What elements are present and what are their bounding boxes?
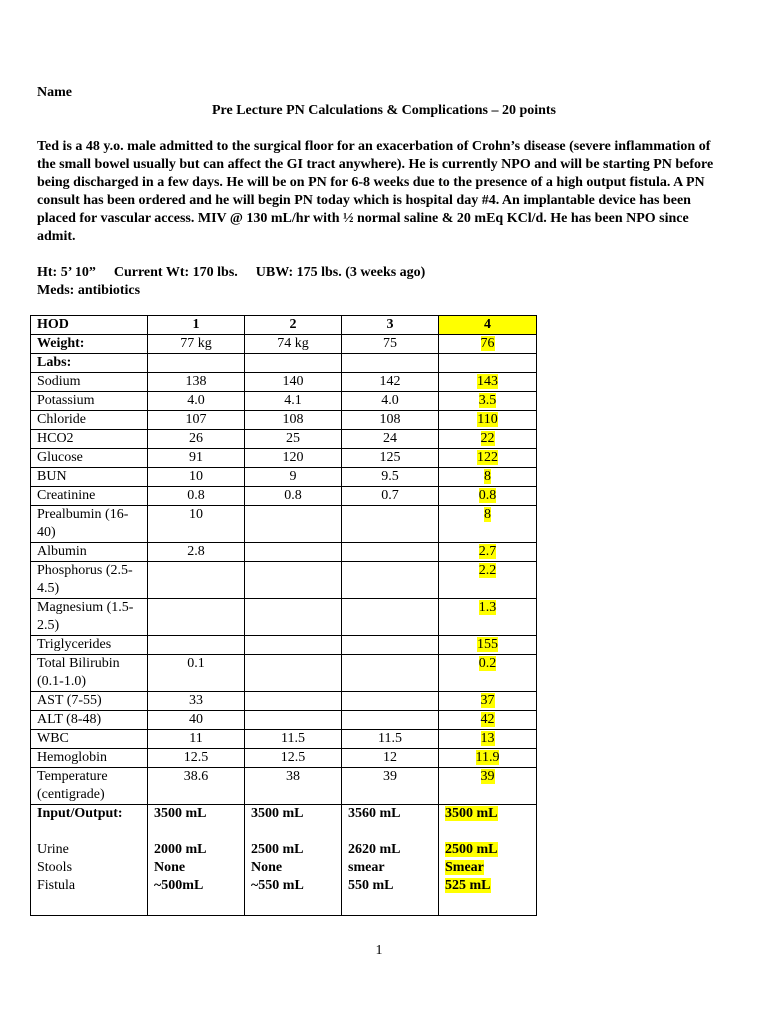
io-urine-value: 2620 mL (348, 842, 401, 857)
io-line (251, 859, 335, 877)
table-cell (342, 543, 439, 562)
io-urine-value: 2000 mL (154, 842, 207, 857)
lab-table-body (31, 316, 537, 916)
table-cell (439, 449, 537, 468)
cell-value: 0.1 (187, 656, 205, 671)
table-row (31, 468, 537, 487)
cell-value: 75 (383, 336, 397, 351)
cell-value: 108 (379, 412, 401, 427)
cell-value: 74 kg (277, 336, 309, 351)
column-header-hod: HOD (31, 316, 148, 335)
io-input-value: 3500 mL (154, 806, 207, 821)
table-cell (245, 711, 342, 730)
io-label: Urine (37, 842, 69, 857)
row-label: Magnesium (1.5-2.5) (31, 599, 148, 636)
table-cell (342, 392, 439, 411)
cell-value: 38 (286, 769, 300, 784)
table-cell (342, 468, 439, 487)
cell-value: 13 (480, 731, 495, 746)
table-cell (148, 487, 245, 506)
cell-value: 8 (484, 469, 491, 484)
table-cell (342, 487, 439, 506)
cell-value: 120 (282, 450, 304, 465)
table-cell (439, 562, 537, 599)
table-cell (148, 599, 245, 636)
table-row (31, 692, 537, 711)
cell-value: 0.7 (381, 488, 399, 503)
table-cell (245, 636, 342, 655)
cell-value: 2.7 (478, 544, 497, 559)
table-row (31, 768, 537, 805)
table-cell (245, 562, 342, 599)
table-cell (439, 430, 537, 449)
cell-value: 9.5 (381, 469, 399, 484)
table-row (31, 636, 537, 655)
case-description: Ted is a 48 y.o. male admitted to the surgical floor for an exacerbation of Crohn’s disease (severe inflammation of the small bowel usually but can affect the GI tract anywhere). He is currently NPO and will be starting PN before being discharged in a few days. He will be on PN for 6-8 weeks due to the presence of a high output fistula. A PN consult has been ordered and he will begin PN today which is hospital day #4. An implantable device has been placed for vascular access. MIV @ 130 mL/hr with ½ normal saline & 20 mEq KCl/d. He has been NPO since admit. (37, 139, 714, 244)
table-cell (342, 692, 439, 711)
table-cell (342, 636, 439, 655)
cell-value: 138 (185, 374, 207, 389)
io-line (154, 805, 238, 823)
cell-value: 110 (477, 412, 498, 427)
io-stools-value: None (154, 860, 186, 875)
patient-measurements (37, 264, 425, 282)
table-cell (342, 449, 439, 468)
cell-value: 26 (189, 431, 203, 446)
table-row (31, 373, 537, 392)
table-cell (439, 335, 537, 354)
table-cell (245, 392, 342, 411)
row-label: Triglycerides (31, 636, 148, 655)
io-fistula-value: ~500mL (154, 878, 204, 893)
table-row (31, 449, 537, 468)
cell-value: 4.1 (284, 393, 302, 408)
cell-value: 3.5 (478, 393, 497, 408)
cell-value: 2.2 (478, 563, 497, 578)
cell-value: 39 (480, 769, 495, 784)
io-label: Stools (37, 860, 73, 875)
row-label: BUN (31, 468, 148, 487)
io-stools-value: smear (348, 860, 385, 875)
io-label: Input/Output: (37, 806, 123, 821)
cell-value: 122 (477, 450, 498, 465)
table-cell (439, 655, 537, 692)
table-cell (439, 636, 537, 655)
io-line (348, 859, 432, 877)
io-line (348, 805, 432, 823)
cell-value: 37 (480, 693, 495, 708)
cell-value: 140 (282, 374, 304, 389)
io-line (154, 877, 238, 895)
io-line (154, 841, 238, 859)
table-cell (439, 768, 537, 805)
cell-value: 33 (189, 693, 203, 708)
table-cell (439, 543, 537, 562)
table-cell (148, 692, 245, 711)
cell-value: 11 (189, 731, 203, 746)
table-cell (245, 655, 342, 692)
table-cell (342, 730, 439, 749)
table-cell (148, 543, 245, 562)
table-cell (439, 411, 537, 430)
table-cell (342, 768, 439, 805)
row-label: Albumin (31, 543, 148, 562)
io-line (445, 877, 530, 895)
table-cell (245, 449, 342, 468)
io-spacer (348, 823, 432, 841)
io-label: Fistula (37, 878, 76, 893)
cell-value: 10 (189, 507, 203, 522)
table-cell (148, 711, 245, 730)
table-cell (439, 692, 537, 711)
table-header-row (31, 316, 537, 335)
io-line (348, 877, 432, 895)
cell-value: 1.3 (478, 600, 497, 615)
table-cell (148, 636, 245, 655)
table-cell (148, 749, 245, 768)
table-cell (245, 468, 342, 487)
table-cell (245, 373, 342, 392)
current-weight: Current Wt: 170 lbs. (113, 265, 238, 280)
io-spacer (251, 823, 335, 841)
table-cell (439, 373, 537, 392)
cell-value: 76 (480, 336, 495, 351)
io-labels (31, 805, 148, 916)
io-day-cell (148, 805, 245, 916)
io-urine-value: 2500 mL (251, 842, 304, 857)
cell-value: 0.8 (187, 488, 205, 503)
page-title: Pre Lecture PN Calculations & Complications – 20 points (211, 103, 557, 118)
name-label: Name (37, 85, 72, 100)
io-spacer (154, 823, 238, 841)
table-cell (245, 692, 342, 711)
table-cell (342, 599, 439, 636)
table-cell (148, 354, 245, 373)
row-label: Glucose (31, 449, 148, 468)
table-row (31, 655, 537, 692)
io-urine-value: 2500 mL (445, 842, 498, 857)
cell-value: 25 (286, 431, 300, 446)
cell-value: 12.5 (183, 750, 209, 765)
cell-value: 91 (189, 450, 203, 465)
row-label: Potassium (31, 392, 148, 411)
table-row (31, 354, 537, 373)
row-label: Phosphorus (2.5-4.5) (31, 562, 148, 599)
cell-value: 12 (383, 750, 397, 765)
cell-value: 10 (189, 469, 203, 484)
table-cell (245, 335, 342, 354)
row-label: Creatinine (31, 487, 148, 506)
height: Ht: 5’ 10” (37, 265, 96, 280)
cell-value: 8 (484, 507, 491, 522)
cell-value: 77 kg (180, 336, 212, 351)
cell-value: 107 (185, 412, 207, 427)
table-cell (342, 655, 439, 692)
cell-value: 11.9 (475, 750, 500, 765)
table-cell (342, 354, 439, 373)
table-cell (342, 430, 439, 449)
cell-value: 125 (379, 450, 401, 465)
table-cell (439, 354, 537, 373)
usual-body-weight: UBW: 175 lbs. (3 weeks ago) (255, 265, 426, 280)
io-line (251, 841, 335, 859)
page-number: 1 (375, 943, 383, 958)
table-cell (342, 711, 439, 730)
io-input-value: 3500 mL (445, 806, 498, 821)
io-input-value: 3500 mL (251, 806, 304, 821)
cell-value: 0.8 (284, 488, 302, 503)
io-line (154, 859, 238, 877)
column-header-day-3: 3 (342, 316, 439, 335)
table-cell (245, 599, 342, 636)
table-row (31, 411, 537, 430)
table-row (31, 749, 537, 768)
row-label: WBC (31, 730, 148, 749)
table-cell (245, 411, 342, 430)
io-stools-value: Smear (445, 860, 484, 875)
cell-value: 11.5 (281, 731, 305, 746)
cell-value: 4.0 (187, 393, 205, 408)
io-line (445, 859, 530, 877)
io-spacer (445, 823, 530, 841)
medications: Meds: antibiotics (37, 283, 141, 298)
table-cell (245, 749, 342, 768)
io-day-cell (245, 805, 342, 916)
table-cell (148, 655, 245, 692)
table-row (31, 392, 537, 411)
io-fistula-value: 550 mL (348, 878, 394, 893)
table-cell (148, 373, 245, 392)
table-row (31, 506, 537, 543)
table-cell (148, 430, 245, 449)
table-row (31, 335, 537, 354)
row-label: Total Bilirubin (0.1-1.0) (31, 655, 148, 692)
row-label: AST (7-55) (31, 692, 148, 711)
table-cell (439, 711, 537, 730)
table-cell (148, 392, 245, 411)
cell-value: 0.8 (478, 488, 497, 503)
table-cell (342, 506, 439, 543)
io-stools-value: None (251, 860, 283, 875)
column-header-day-2: 2 (245, 316, 342, 335)
row-label: HCO2 (31, 430, 148, 449)
table-row (31, 730, 537, 749)
table-cell (342, 411, 439, 430)
row-label: Prealbumin (16-40) (31, 506, 148, 543)
table-cell (148, 730, 245, 749)
cell-value: 12.5 (280, 750, 306, 765)
cell-value: 38.6 (183, 769, 209, 784)
cell-value: 155 (477, 637, 498, 652)
cell-value: 143 (477, 374, 498, 389)
io-line (445, 841, 530, 859)
io-day-cell (342, 805, 439, 916)
table-cell (245, 506, 342, 543)
io-fistula-value: 525 mL (445, 878, 491, 893)
table-cell (439, 487, 537, 506)
table-cell (245, 543, 342, 562)
table-cell (148, 411, 245, 430)
row-label: Labs: (31, 354, 148, 373)
column-header-day-1: 1 (148, 316, 245, 335)
row-label: Temperature (centigrade) (31, 768, 148, 805)
lab-table (30, 315, 537, 916)
row-label: ALT (8-48) (31, 711, 148, 730)
table-cell (245, 430, 342, 449)
row-label: Weight: (31, 335, 148, 354)
table-cell (439, 599, 537, 636)
table-row (31, 487, 537, 506)
io-day-cell (439, 805, 537, 916)
table-cell (342, 749, 439, 768)
cell-value: 2.8 (187, 544, 205, 559)
table-row (31, 711, 537, 730)
io-line (445, 805, 530, 823)
cell-value: 9 (289, 469, 297, 484)
cell-value: 39 (383, 769, 397, 784)
column-header-day-4: 4 (439, 316, 537, 335)
table-cell (342, 335, 439, 354)
cell-value: 40 (189, 712, 203, 727)
table-row (31, 562, 537, 599)
table-cell (439, 749, 537, 768)
table-cell (439, 468, 537, 487)
table-cell (148, 468, 245, 487)
table-cell (245, 768, 342, 805)
io-line (251, 805, 335, 823)
table-cell (439, 730, 537, 749)
table-cell (439, 506, 537, 543)
table-cell (148, 562, 245, 599)
table-row (31, 430, 537, 449)
row-label: Hemoglobin (31, 749, 148, 768)
patient-info (37, 264, 425, 300)
io-line (348, 841, 432, 859)
table-row (31, 599, 537, 636)
row-label: Sodium (31, 373, 148, 392)
cell-value: 108 (282, 412, 304, 427)
table-cell (342, 562, 439, 599)
io-fistula-value: ~550 mL (251, 878, 304, 893)
table-cell (148, 449, 245, 468)
cell-value: 142 (379, 374, 401, 389)
io-input-value: 3560 mL (348, 806, 401, 821)
table-cell (245, 487, 342, 506)
cell-value: 11.5 (378, 731, 402, 746)
cell-value: 0.2 (478, 656, 497, 671)
table-cell (439, 392, 537, 411)
cell-value: 22 (480, 431, 495, 446)
table-cell (148, 506, 245, 543)
cell-value: 42 (480, 712, 495, 727)
table-cell (148, 335, 245, 354)
table-cell (245, 354, 342, 373)
row-label: Chloride (31, 411, 148, 430)
table-cell (245, 730, 342, 749)
table-cell (148, 768, 245, 805)
cell-value: 4.0 (381, 393, 399, 408)
table-row (31, 543, 537, 562)
io-row (31, 805, 537, 916)
io-line (251, 877, 335, 895)
io-spacer (37, 823, 141, 841)
cell-value: 24 (383, 431, 397, 446)
table-cell (342, 373, 439, 392)
